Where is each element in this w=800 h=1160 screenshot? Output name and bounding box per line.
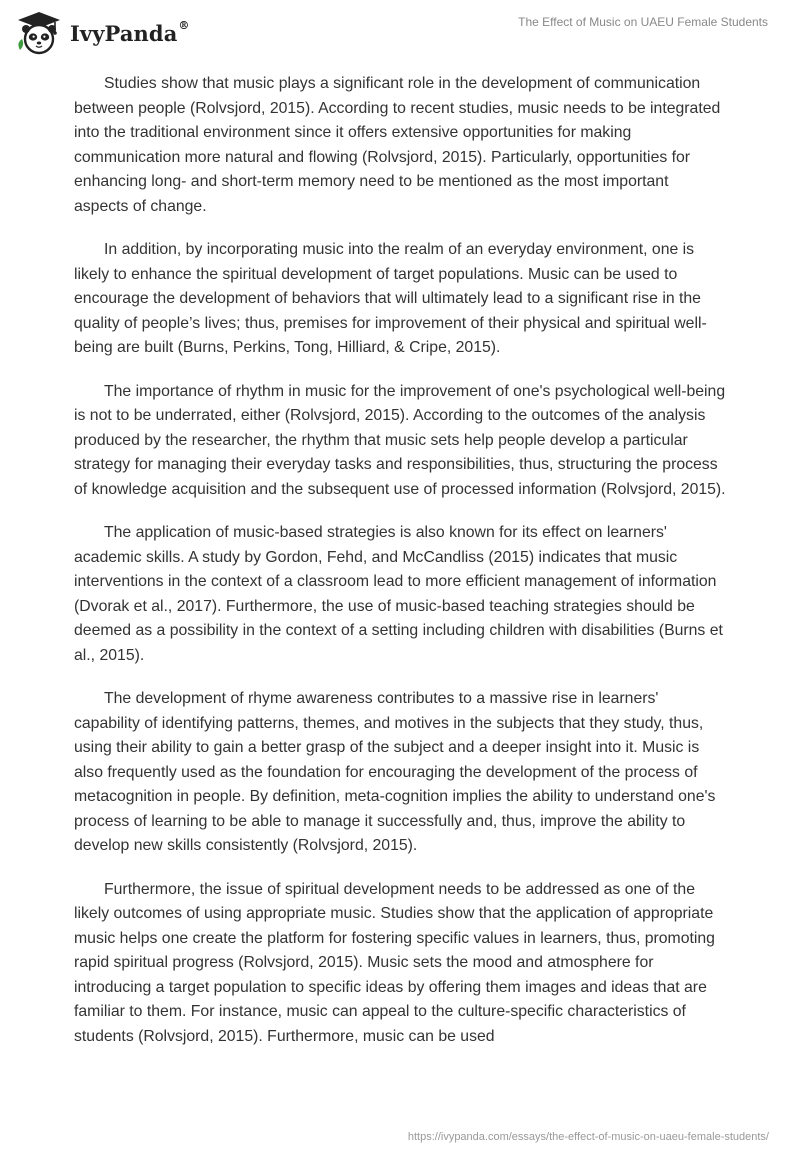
essay-body [74, 72, 726, 1068]
document-title: The Effect of Music on UAEU Female Students [518, 15, 768, 29]
paragraph-4: The application of music-based strategies is also known for its effect on learners' academic skills. A study by Gordon, Fehd, and McCandliss (2015) indicates that music interventions in the context of a classroom lead to more efficient management of information (Dvorak et al., 2017). Furthermore, the use of music-based teaching strategies should be deemed as a possibility in the context of a setting including children with disabilities (Burns et al., 2015). [74, 524, 723, 664]
logo-wordmark [70, 18, 190, 46]
page-header [0, 0, 800, 70]
panda-graduate-icon [14, 10, 64, 56]
ivypanda-logo[interactable] [14, 10, 190, 56]
source-url-link[interactable]: https://ivypanda.com/essays/the-effect-of-music-on-uaeu-female-students/ [407, 1131, 769, 1143]
paragraph-1: Studies show that music plays a significant role in the development of communication between people (Rolvsjord, 2015). According to recent studies, music needs to be integrated into the traditional environment since it offers extensive opportunities for making communication more natural and flowing (Rolvsjord, 2015). Particularly, opportunities for enhancing long- and short-term memory need to be mentioned as the most important aspects of change. [74, 75, 721, 215]
registered-mark: ® [178, 18, 190, 32]
paragraph-3: The importance of rhythm in music for the improvement of one's psychological well-being is not to be underrated, either (Rolvsjord, 2015). According to the outcomes of the analysis produced by the researcher, the rhythm that music sets help people develop a particular strategy for managing their everyday tasks and responsibilities, thus, structuring the process of knowledge acquisition and the subsequent use of processed information (Rolvsjord, 2015). [74, 382, 726, 498]
logo-text: IvyPanda [70, 20, 178, 46]
paragraph-2: In addition, by incorporating music into the realm of an everyday environment, one is likely to enhance the spiritual development of target populations. Music can be used to encourage the development of behaviors that will ultimately lead to a significant rise in the quality of people’s lives; thus, premises for improvement of their physical and spiritual well-being are built (Burns, Perkins, Tong, Hilliard, & Cripe, 2015). [74, 241, 707, 356]
paragraph-6: Furthermore, the issue of spiritual development needs to be addressed as one of the likely outcomes of using appropriate music. Studies show that the application of appropriate music helps one create the platform for fostering specific values in learners, thus, promoting rapid spiritual progress (Rolvsjord, 2015). Music sets the mood and atmosphere for introducing a target population to specific ideas by offering them images and ideas that are familiar to them. For instance, music can appeal to the culture-specific characteristics of students (Rolvsjord, 2015). Furthermore, music can be used [74, 880, 715, 1045]
paragraph-5: The development of rhyme awareness contributes to a massive rise in learners' capability of identifying patterns, themes, and motives in the subjects that they study, thus, using their ability to gain a better grasp of the subject and a deeper insight into it. Music is also frequently used as the foundation for encouraging the development of the process of metacognition in people. By definition, meta-cognition implies the ability to understand one's process of learning to be able to manage it successfully and, thus, improve the ability to develop new skills consistently (Rolvsjord, 2015). [74, 690, 716, 854]
